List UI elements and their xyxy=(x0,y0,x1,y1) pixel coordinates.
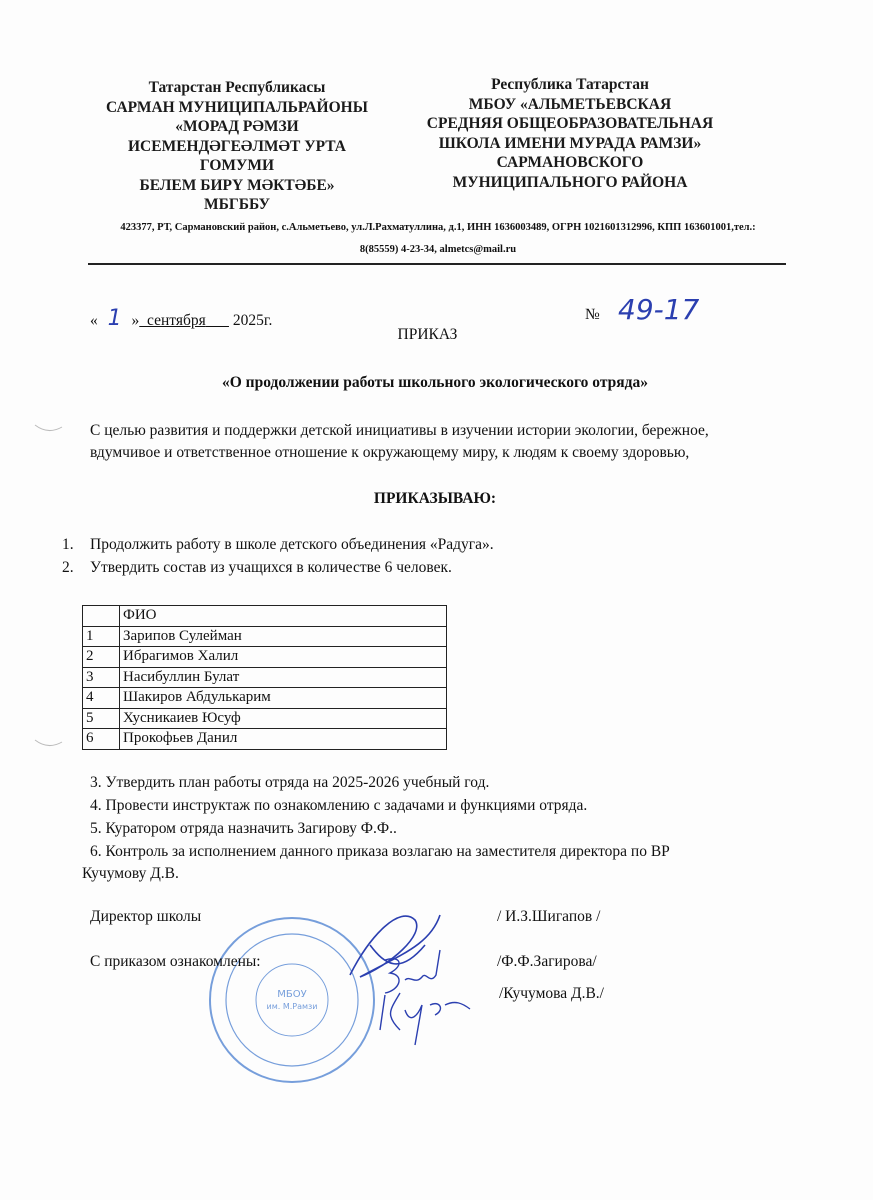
svg-text:МБОУ: МБОУ xyxy=(277,989,307,1000)
acquainted-name: /Кучумова Д.В./ xyxy=(499,985,604,1002)
table-header-row xyxy=(83,606,447,627)
header-divider xyxy=(88,263,786,265)
list-item: 2. Утвердить состав из учащихся в количестве 6 человек. xyxy=(62,559,452,576)
header-right-russian xyxy=(420,75,720,192)
list-item: 1. Продолжить работу в школе детского объединения «Радуга». xyxy=(62,536,494,553)
column-header-fio: ФИО xyxy=(120,606,447,627)
handwritten-order-number: 49-17 xyxy=(618,293,700,326)
header-line: Республика Татарстан xyxy=(491,76,649,93)
header-line: ИСЕМЕНДӘГЕӘЛМӘТ УРТА xyxy=(127,137,346,155)
header-left-tatar xyxy=(87,78,387,215)
quote-open: « xyxy=(90,312,98,329)
decree-heading: ПРИКАЗЫВАЮ: xyxy=(373,490,497,507)
header-line: ШКОЛА ИМЕНИ МУРАДА РАМЗИ» xyxy=(438,134,702,152)
students-table xyxy=(82,605,447,750)
header-line: СРЕДНЯЯ ОБЩЕОБРАЗОВАТЕЛЬНАЯ xyxy=(426,115,714,132)
header-line: «МОРАД РӘМЗИ xyxy=(175,118,299,135)
preamble-line: С целью развития и поддержки детской инициативы в изучении истории экологии, бережное, xyxy=(90,422,709,439)
date-month: сентября xyxy=(147,312,206,329)
document-type: ПРИКАЗ xyxy=(397,326,458,343)
header-line: САРМАН МУНИЦИПАЛЬРАЙОНЫ xyxy=(106,98,368,116)
table-row: 2 Ибрагимов Халил xyxy=(83,647,447,668)
director-label: Директор школы xyxy=(90,908,202,925)
list-item: 4. Провести инструктаж по ознакомлению с задачами и функциями отряда. xyxy=(90,797,588,814)
date-year: 2025г. xyxy=(232,312,273,329)
header-line: МБГББУ xyxy=(203,196,271,213)
contact-line: 8(85559) 4-23-34, almetcs@mail.ru xyxy=(359,244,517,255)
list-item-continuation: Кучумову Д.В. xyxy=(82,865,179,882)
hole-punch-marks xyxy=(30,415,70,755)
list-item: 3. Утвердить план работы отряда на 2025-2026 учебный год. xyxy=(90,774,490,791)
handwritten-day: 1 xyxy=(107,306,122,331)
quote-close: » xyxy=(131,312,140,329)
preamble-line: вдумчивое и ответственное отношение к окружающему миру, к людям к своему здоровью, xyxy=(90,444,690,461)
header-line: САРМАНОВСКОГО xyxy=(496,154,644,171)
table-row: 4 Шакиров Абдулькарим xyxy=(83,688,447,709)
table-row: 5 Хусникаиев Юсуф xyxy=(83,708,447,729)
table-row: 6 Прокофьев Данил xyxy=(83,729,447,750)
header-line: ГОМУМИ xyxy=(199,157,275,174)
table-row: 3 Насибуллин Булат xyxy=(83,667,447,688)
official-stamp xyxy=(210,918,374,1082)
signature-kuchumova xyxy=(380,993,470,1045)
signature-director xyxy=(350,915,440,977)
svg-text:им. М.Рамзи: им. М.Рамзи xyxy=(266,1002,318,1011)
header-line: МУНИЦИПАЛЬНОГО РАЙОНА xyxy=(452,173,688,191)
director-name: / И.З.Шигапов / xyxy=(497,908,601,925)
acquainted-name: /Ф.Ф.Загирова/ xyxy=(497,953,597,970)
header-line: БЕЛЕМ БИРҮ МӘКТӘБЕ» xyxy=(139,176,335,194)
address-line: 423377, РТ, Сармановский район, с.Альметьево, ул.Л.Рахматуллина, д.1, ИНН 1636003489, ОГРН 1021601312996, КПП 163601001,тел.: xyxy=(120,222,756,233)
header-line: Татарстан Республикасы xyxy=(148,79,326,96)
acquainted-label: С приказом ознакомлены: xyxy=(90,953,261,970)
order-title: «О продолжении работы школьного экологического отряда» xyxy=(222,374,648,391)
list-item: 6. Контроль за исполнением данного приказа возлагаю на заместителя директора по ВР xyxy=(90,843,670,860)
list-item: 5. Куратором отряда назначить Загирову Ф.Ф.. xyxy=(90,820,397,837)
table-row: 1 Зарипов Сулейман xyxy=(83,626,447,647)
stamp-and-signatures xyxy=(200,905,520,1085)
header-line: МБОУ «АЛЬМЕТЬЕВСКАЯ xyxy=(468,95,672,113)
order-number-label: № xyxy=(585,306,600,323)
